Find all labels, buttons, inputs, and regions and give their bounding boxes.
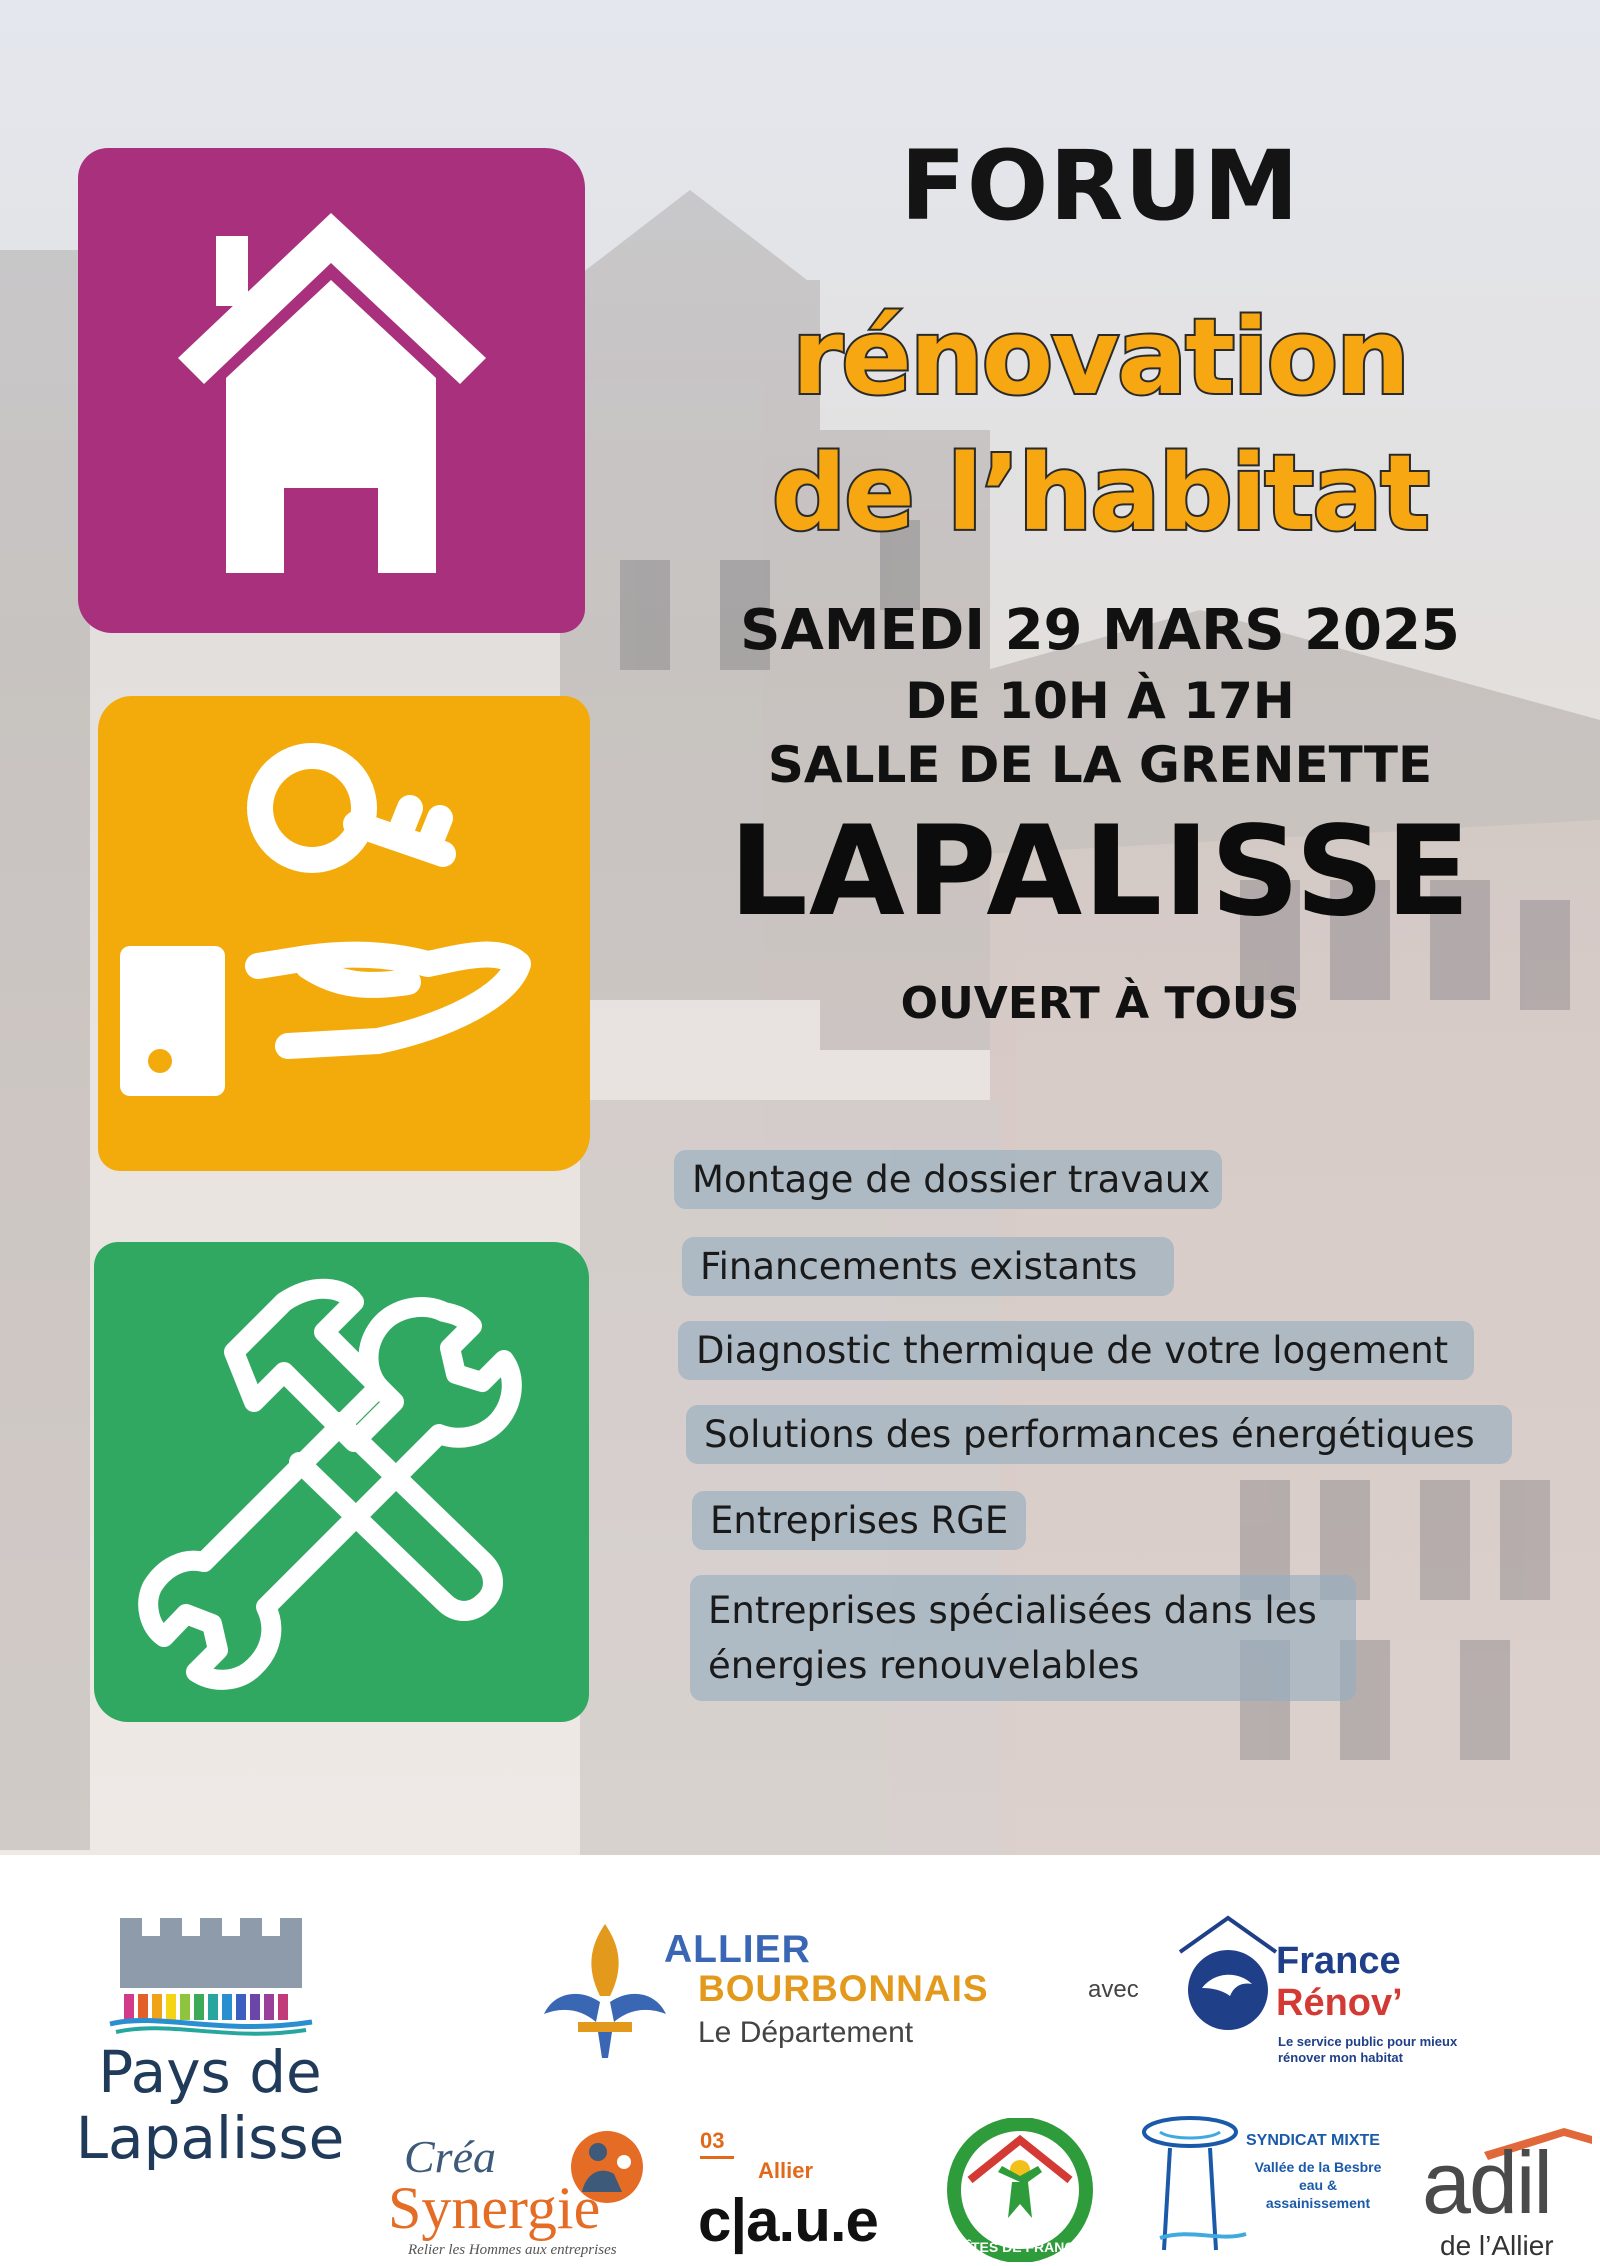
- pays-name-line2: Lapalisse: [75, 2104, 345, 2172]
- crea-tagline: Relier les Hommes aux entreprises: [408, 2242, 617, 2258]
- caue-rule: [700, 2156, 734, 2159]
- crea-label: Créa: [404, 2131, 496, 2182]
- adil-subtitle: de l’Allier: [1440, 2230, 1554, 2261]
- pays-de-lapalisse-logo: [50, 1908, 370, 2172]
- renov-label: Rénov’: [1276, 1982, 1403, 2024]
- hammer-wrench-icon: [94, 1242, 589, 1722]
- crea-synergie-logo: [382, 2122, 682, 2262]
- caue-dept-name: Allier: [758, 2158, 814, 2183]
- allier-bourbonnais-logo: [540, 1918, 1060, 2068]
- house-icon: [78, 148, 585, 633]
- syndicat-subtitle: Vallée de la Besbre eau & assainissement: [1254, 2159, 1382, 2211]
- adil-logo: [1418, 2130, 1600, 2262]
- caue-name: c|a.u.e: [698, 2187, 878, 2254]
- syndicat-title: SYNDICAT MIXTE: [1246, 2132, 1380, 2149]
- topic-pill: Montage de dossier travaux: [674, 1150, 1222, 1209]
- event-city: LAPALISSE: [728, 800, 1472, 944]
- gites-label: GÎTES DE FRANCE: [956, 2239, 1084, 2255]
- avec-label: avec: [1088, 1976, 1139, 2003]
- pays-name-line1: Pays de: [98, 2038, 322, 2106]
- departement-label: Le Département: [698, 2016, 914, 2049]
- caue-dept-number: 03: [700, 2128, 725, 2153]
- key-tile: [98, 696, 590, 1171]
- synergie-label: Synergie: [388, 2175, 601, 2241]
- topic-pill: Entreprises spécialisées dans les énergies renouvelables: [690, 1575, 1356, 1701]
- key-hand-icon: [98, 696, 590, 1171]
- renovation-heading: rénovation: [791, 296, 1409, 418]
- fleur-de-lis-icon: [540, 1918, 670, 2068]
- house-tile: [78, 148, 585, 633]
- topic-pill: Diagnostic thermique de votre logement: [678, 1321, 1474, 1380]
- topic-pill: Solutions des performances énergétiques: [686, 1405, 1512, 1464]
- event-time: DE 10H À 17H: [905, 672, 1295, 730]
- forum-title: FORUM: [900, 130, 1300, 242]
- france-renov-tagline: Le service public pour mieux rénover mon habitat: [1278, 2034, 1458, 2065]
- bourbonnais-name: BOURBONNAIS: [698, 1968, 989, 2009]
- tools-tile: [94, 1242, 589, 1722]
- event-audience: OUVERT À TOUS: [900, 978, 1300, 1029]
- topic-pill: Entreprises RGE: [692, 1491, 1026, 1550]
- caue-logo: [698, 2128, 918, 2254]
- topic-pill: Financements existants: [682, 1237, 1174, 1296]
- syndicat-mixte-logo: [1140, 2110, 1390, 2260]
- allier-name: ALLIER: [664, 1928, 811, 1971]
- habitat-heading: de l’habitat: [771, 432, 1429, 554]
- france-renov-logo: [1172, 1912, 1458, 2065]
- castle-icon: [50, 1908, 370, 2038]
- adil-name: adil: [1422, 2133, 1551, 2232]
- event-date: SAMEDI 29 MARS 2025: [740, 598, 1460, 663]
- house-roof-icon: [1172, 1912, 1282, 2032]
- gites-de-france-logo: [940, 2118, 1100, 2262]
- event-venue: SALLE DE LA GRENETTE: [767, 736, 1433, 794]
- france-label: France: [1276, 1940, 1401, 1982]
- gites-de-france-emblem: [940, 2118, 1100, 2262]
- water-tower-icon: [1140, 2110, 1250, 2260]
